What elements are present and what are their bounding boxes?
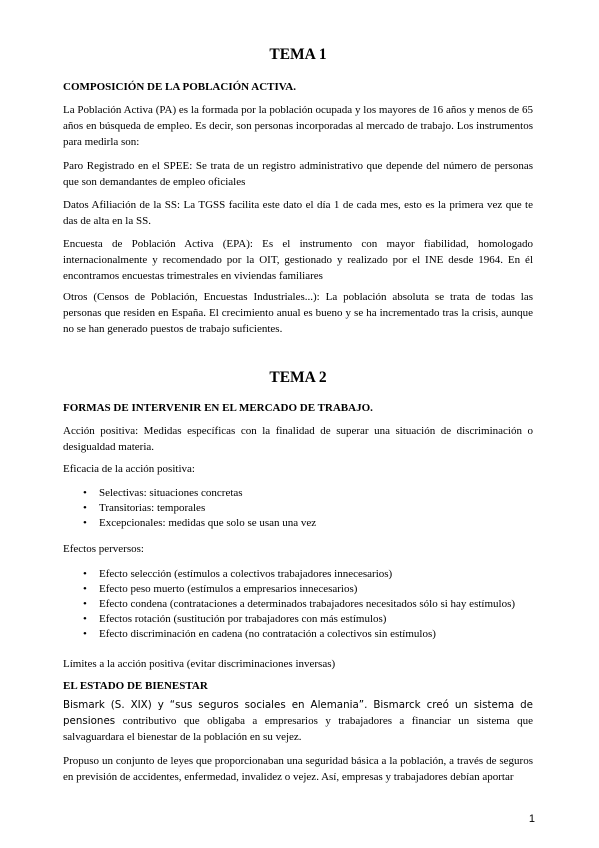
tema1-paragraph-intro: La Población Activa (PA) es la formada por la población ocupada y los mayores de 16 años y menos de 65 años en búsqueda de empleo. Es decir, son personas incorporadas al mercado de trabajo. Los instrumentos para medirla son: [63, 104, 533, 148]
bienestar-paragraph-1 [63, 697, 533, 745]
tema1-paragraph-paro: Paro Registrado en el SPEE: Se trata de un registro administrativo que depende del número de personas que son demandantes de empleo oficiales [63, 160, 533, 188]
bullet-icon: • [83, 517, 87, 529]
list-item-text: Efectos rotación (sustitución por trabajadores con más estímulos) [99, 613, 387, 625]
efectos-list [63, 567, 533, 642]
list-item [63, 597, 533, 612]
list-item-text: Efecto condena (contrataciones a determinados trabajadores necesitados sólo si hay estímulos) [99, 598, 516, 610]
eficacia-label: Eficacia de la acción positiva: [63, 463, 195, 475]
bullet-icon: • [83, 628, 87, 640]
list-item-text: Efecto selección (estímulos a colectivos trabajadores innecesarios) [99, 568, 393, 580]
list-item [63, 516, 533, 531]
list-item-text: Transitorias: temporales [99, 502, 206, 514]
limites-paragraph: Límites a la acción positiva (evitar discriminaciones inversas) [63, 658, 336, 670]
list-item [63, 582, 533, 597]
tema1-paragraph-otros: Otros (Censos de Población, Encuestas Industriales...): La población absoluta se trata de todas las personas que residen en España. El crecimiento anual es bueno y se ha incrementado tras la crisis, aunque no se han generado puestos de trabajo suficientes. [63, 291, 533, 335]
list-item-text: Selectivas: situaciones concretas [99, 487, 243, 499]
bullet-icon: • [83, 487, 87, 499]
tema2-heading: FORMAS DE INTERVENIR EN EL MERCADO DE TRABAJO. [63, 402, 373, 414]
bienestar-paragraph-2: Propuso un conjunto de leyes que proporcionaban una seguridad básica a la población, a través de seguros en previsión de accidentes, enfermedad, invalidez o vejez. Así, empresas y trabajadores debían aportar [63, 755, 533, 783]
list-item [63, 612, 533, 627]
bienestar-lead-text: Bismark (S. XIX) y “sus seguros sociales en Alemania”. Bismarck creó un sistema de pensiones [63, 699, 533, 727]
tema1-title: TEMA 1 [269, 46, 327, 63]
bullet-icon: • [83, 502, 87, 514]
list-item [63, 627, 533, 642]
bienestar-rest-text: contributivo que obligaba a empresarios y trabajadores a financiar un sistema que salvaguardara el bienestar de la población en su vejez. [63, 715, 534, 743]
tema1-heading: COMPOSICIÓN DE LA POBLACIÓN ACTIVA. [63, 81, 296, 93]
eficacia-list [63, 486, 533, 531]
bullet-icon: • [83, 568, 87, 580]
bullet-icon: • [83, 583, 87, 595]
tema1-paragraph-epa: Encuesta de Población Activa (EPA): Es el instrumento con mayor fiabilidad, homologado internacionalmente y recomendado por la OIT, gestionado y realizado por el INE desde 1964. En él encontramos encuestas trimestrales en viviendas familiares [63, 238, 533, 282]
bienestar-heading: EL ESTADO DE BIENESTAR [63, 680, 208, 692]
list-item-text: Efecto peso muerto (estímulos a empresarios innecesarios) [99, 583, 358, 595]
list-item-text: Excepcionales: medidas que solo se usan una vez [99, 517, 317, 529]
bullet-icon: • [83, 598, 87, 610]
list-item [63, 501, 533, 516]
efectos-label: Efectos perversos: [63, 543, 144, 555]
accion-positiva-paragraph: Acción positiva: Medidas específicas con la finalidad de superar una situación de discriminación o desigualdad materia. [63, 425, 533, 453]
tema1-paragraph-afiliacion: Datos Afiliación de la SS: La TGSS facilita este dato el día 1 de cada mes, esto es la primera vez que te das de alta en la SS. [63, 199, 533, 227]
list-item-text: Efecto discriminación en cadena (no contratación a colectivos sin estímulos) [99, 628, 436, 640]
page-number: 1 [528, 813, 535, 825]
tema2-title: TEMA 2 [269, 369, 327, 386]
list-item [63, 486, 533, 501]
bullet-icon: • [83, 613, 87, 625]
list-item [63, 567, 533, 582]
